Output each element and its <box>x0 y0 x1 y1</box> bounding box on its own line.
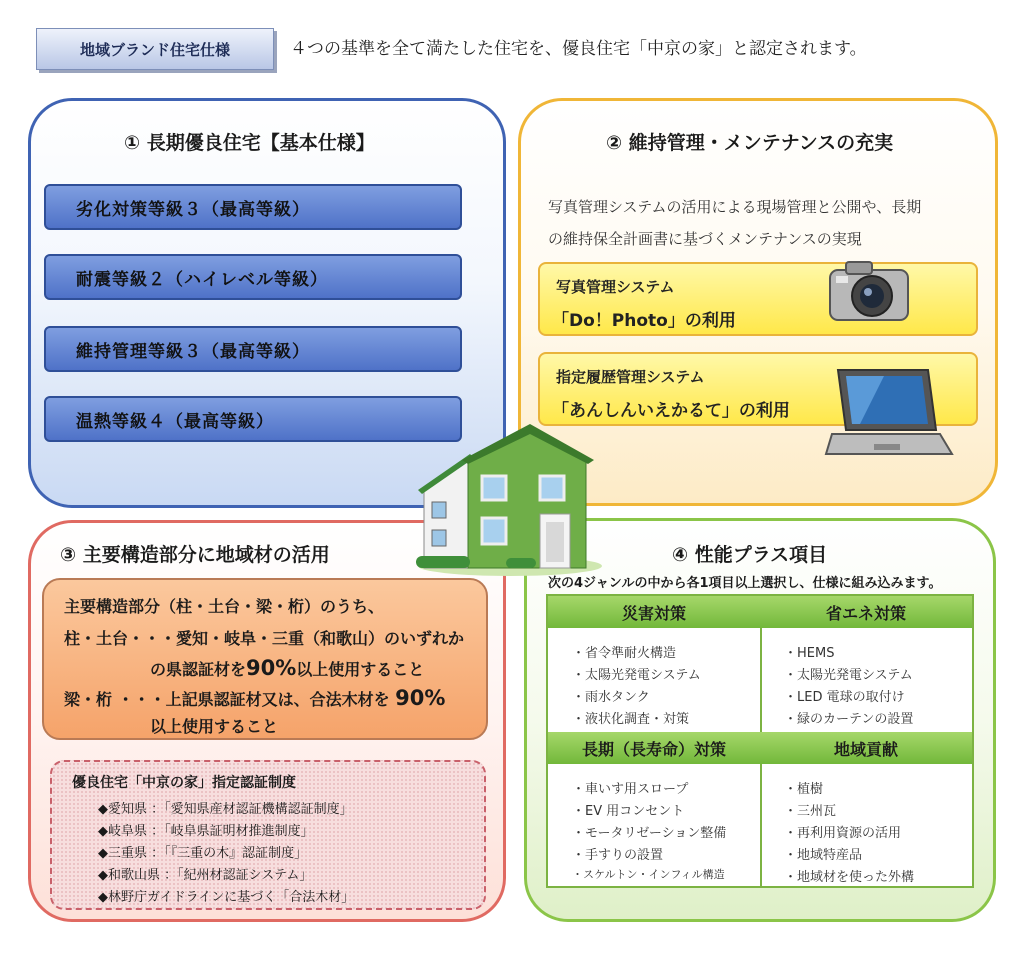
percent-value: 90% <box>246 656 297 680</box>
cell-item: ・EV 用コンセント <box>572 804 685 819</box>
cell-item: ・地域材を使った外構 <box>784 870 915 885</box>
panel2-title: ② 維持管理・メンテナンスの充実 <box>606 132 894 154</box>
record-system-main: 「あんしんいえかるて」の利用 <box>552 401 790 421</box>
cell-disaster <box>548 596 762 740</box>
cell-community-head: 地域貢献 <box>760 732 972 764</box>
spec-bar-thermal <box>44 396 462 442</box>
lead-text: ４つの基準を全て満たした住宅を、優良住宅「中京の家」と認定されます。 <box>290 39 867 59</box>
cell-item: ・地域特産品 <box>784 848 863 863</box>
cell-item: ・モータリゼーション整備 <box>572 826 727 841</box>
cell-longevity-head: 長期（長寿命）対策 <box>548 732 760 764</box>
panel2-desc-line2: の維持保全計画書に基づくメンテナンスの実現 <box>548 230 862 248</box>
cell-energy-head: 省エネ対策 <box>760 596 972 628</box>
cell-item: ・車いす用スロープ <box>572 782 689 797</box>
spec-bar-label: 維持管理等級３（最高等級） <box>76 341 310 362</box>
spec-bar-deterioration <box>44 184 462 230</box>
cell-item: ・LED 電球の取付け <box>784 690 905 705</box>
cert-item: ◆愛知県 ：「愛知県産材認証機構認証制度」 <box>98 802 353 817</box>
cell-item: ・HEMS <box>784 646 835 661</box>
camera-icon <box>824 254 914 326</box>
panel3-title: ③ 主要構造部分に地域材の活用 <box>60 544 330 566</box>
cell-item: ・再利用資源の活用 <box>784 826 902 841</box>
spec-bar-label: 劣化対策等級３（最高等級） <box>76 199 310 220</box>
cert-item: ◆林野庁ガイドラインに基づく「合法木材」 <box>98 890 355 905</box>
cell-item: ・液状化調査・対策 <box>572 712 690 727</box>
cert-item: ◆岐阜県 ：「岐阜県証明材推進制度」 <box>98 824 314 839</box>
cert-item: ◆三重県 ：「『三重の木』認証制度」 <box>98 846 308 861</box>
timber-line-5: 以上使用すること <box>150 717 279 736</box>
timber-line-1: 主要構造部分（柱・土台・梁・桁）のうち、 <box>64 597 385 616</box>
cert-item: ◆和歌山県 ：「紀州材認証システム」 <box>98 868 313 883</box>
panel4-subtitle: 次の4ジャンルの中から各1項目以上選択し、仕様に組み込みます。 <box>548 576 942 591</box>
panel2-desc-line1: 写真管理システムの活用による現場管理と公開や、長期 <box>548 198 922 216</box>
spec-tag-label: 地域ブランド住宅仕様 <box>79 40 230 59</box>
laptop-icon <box>824 364 954 460</box>
photo-system-label: 写真管理システム <box>556 278 675 296</box>
cell-item: ・緑のカーテンの設置 <box>784 712 914 727</box>
spec-bar-label: 温熱等級４（最高等級） <box>76 411 274 432</box>
cell-community <box>760 732 972 886</box>
cell-energy <box>760 596 972 740</box>
timber-line-3-text: の県認証材を <box>150 660 247 679</box>
cell-longevity <box>548 732 762 886</box>
percent-value: 90% <box>395 686 446 710</box>
cell-item: ・三州瓦 <box>784 804 837 819</box>
cell-disaster-head: 災害対策 <box>548 596 760 628</box>
photo-system-main: 「Do！Photo」の利用 <box>552 311 736 331</box>
cell-item: ・太陽光発電システム <box>572 668 701 683</box>
cell-item: ・雨水タンク <box>572 690 650 705</box>
spec-bar-seismic <box>44 254 462 300</box>
timber-line-4-text: 梁・桁 ・・・上記県認証材又は、合法木材を <box>64 690 390 709</box>
record-system-label: 指定履歴管理システム <box>556 368 705 386</box>
spec-bar-maintenance <box>44 326 462 372</box>
cell-item: ・植樹 <box>784 782 824 797</box>
house-illustration <box>410 418 610 578</box>
cell-item: ・太陽光発電システム <box>784 668 913 683</box>
spec-tag <box>36 28 274 70</box>
panel4-title: ④ 性能プラス項目 <box>672 544 828 566</box>
timber-line-2: 柱・土台・・・愛知・岐阜・三重（和歌山）のいずれか <box>64 629 465 648</box>
timber-line-3-tail: 以上使用すること <box>296 660 425 679</box>
performance-grid <box>546 594 974 888</box>
certification-title: 優良住宅「中京の家」指定認証制度 <box>72 775 296 791</box>
cell-item: ・手すりの設置 <box>572 848 664 863</box>
cell-item: ・スケルトン・インフィル構造 <box>572 868 725 881</box>
timber-line-3 <box>150 656 424 680</box>
cell-item: ・省令準耐火構造 <box>572 646 677 661</box>
timber-line-4 <box>64 686 445 710</box>
spec-bar-label: 耐震等級２（ハイレベル等級） <box>76 269 328 290</box>
panel1-title: ① 長期優良住宅【基本仕様】 <box>124 132 375 154</box>
